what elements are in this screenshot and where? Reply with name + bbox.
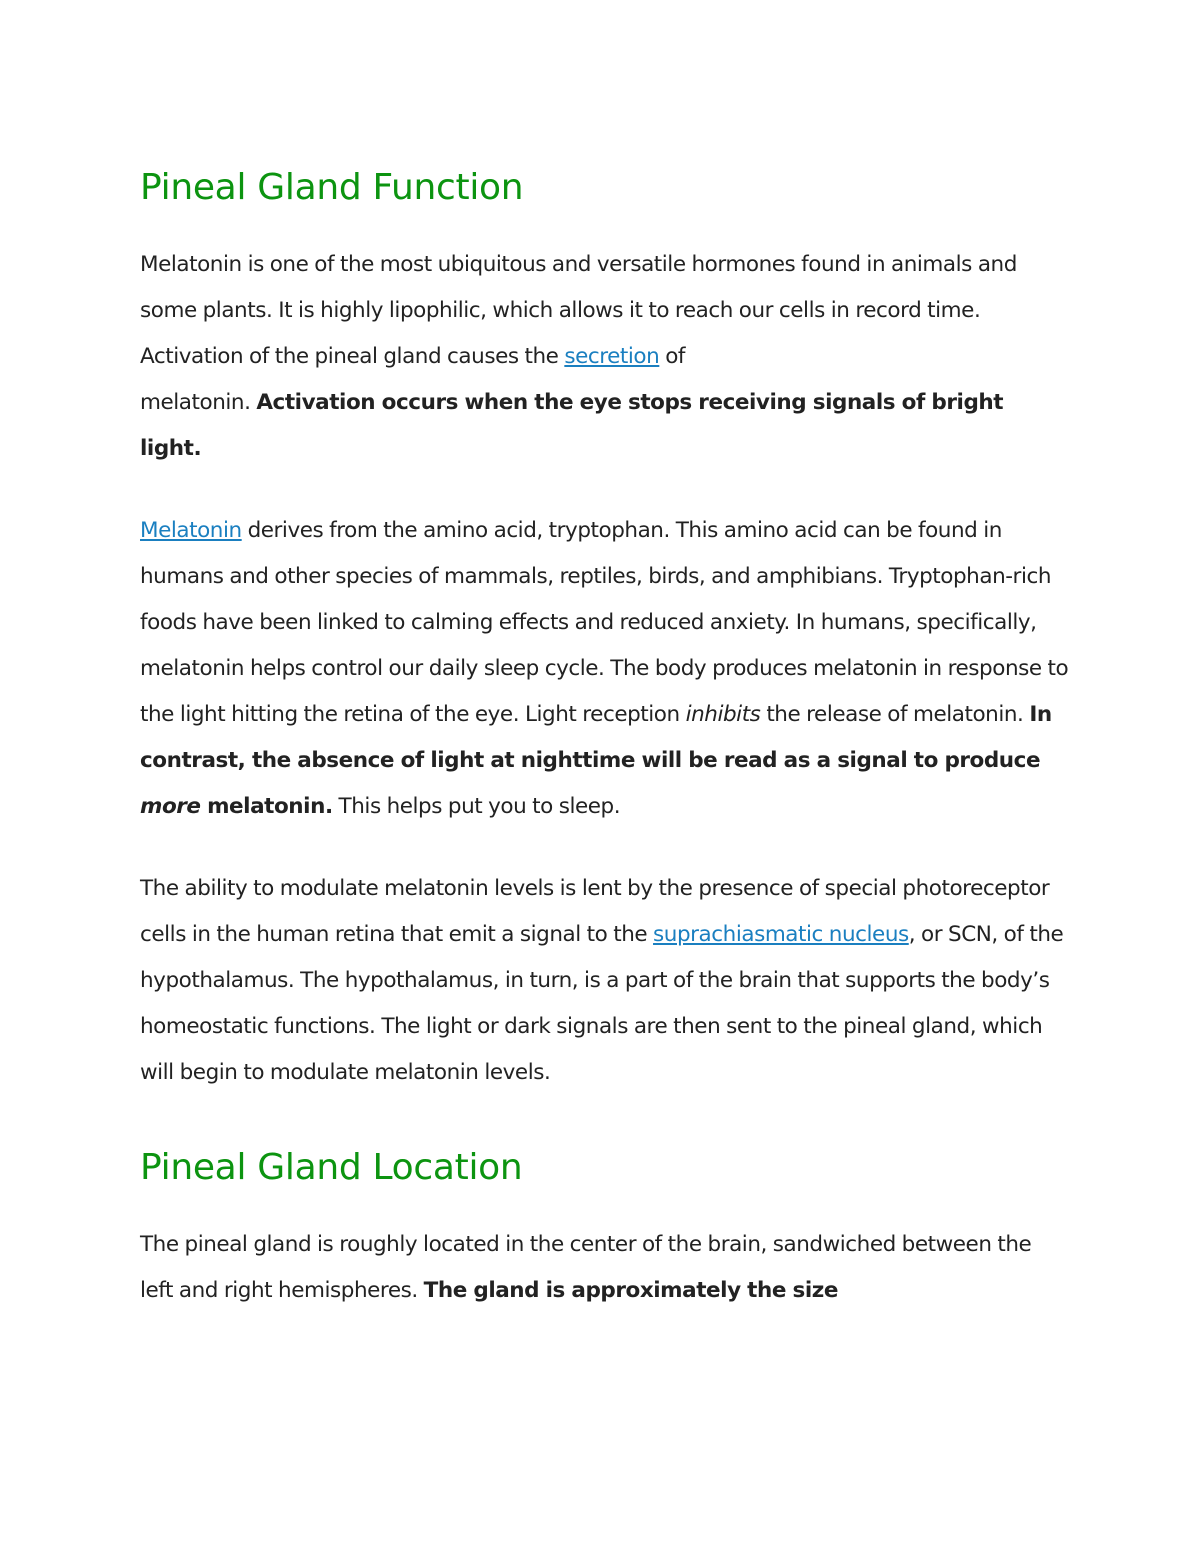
- text-run: Melatonin is one of the most ubiquitous and versatile hormones found in animals and some plants. It is highly lipophilic, which allows it to reach our cells in record time. Activation of the pineal gland causes the: [140, 252, 1017, 369]
- paragraph-melatonin-tryptophan: [140, 508, 1070, 830]
- paragraph-scn-modulation: [140, 866, 1070, 1096]
- bold-activation-statement: Activation occurs when the eye stops receiving signals of bright light.: [140, 390, 1004, 461]
- heading-pineal-gland-function: Pineal Gland Function: [140, 167, 524, 208]
- bold-run: In contrast, the absence of light at nighttime will be read as a signal to produce: [140, 702, 1052, 773]
- text-run: This helps put you to sleep.: [332, 794, 621, 819]
- text-run: The pineal gland is roughly located in the center of the brain, sandwiched between the left and right hemispheres.: [140, 1232, 1032, 1303]
- bold-run: melatonin.: [200, 794, 333, 819]
- text-run: derives from the amino acid, tryptophan. This amino acid can be found in humans and other species of mammals, reptiles, birds, and amphibians. Tryptophan-rich foods have been linked to calming effects and reduced anxiety. In humans, specifically, melatonin helps control our daily sleep cycle. The body produces melatonin in response to the light hitting the retina of the eye. Light reception: [140, 518, 1069, 727]
- text-run: the release of melatonin.: [760, 702, 1030, 727]
- paragraph-gland-location: [140, 1222, 1070, 1314]
- link-secretion[interactable]: secretion: [564, 344, 660, 369]
- text-run: The ability to modulate melatonin levels is lent by the presence of special photoreceptor cells in the human retina that emit a signal to the: [140, 876, 1050, 947]
- paragraph-melatonin-intro: [140, 242, 1070, 472]
- text-run: , or SCN, of the hypothalamus. The hypothalamus, in turn, is a part of the brain that supports the body’s homeostatic functions. The light or dark signals are then sent to the pineal gland, which will begin to modulate melatonin levels.: [140, 922, 1064, 1085]
- heading-pineal-gland-location: Pineal Gland Location: [140, 1147, 523, 1188]
- bold-italic-more: more: [140, 794, 201, 819]
- text-run: melatonin.: [140, 390, 257, 415]
- link-melatonin[interactable]: Melatonin: [140, 518, 242, 543]
- link-suprachiasmatic-nucleus[interactable]: suprachiasmatic nucleus: [653, 922, 909, 947]
- italic-inhibits: inhibits: [685, 702, 761, 727]
- text-run: of: [659, 344, 686, 369]
- bold-gland-size: The gland is approximately the size: [423, 1278, 838, 1303]
- document-page: [140, 160, 1070, 1314]
